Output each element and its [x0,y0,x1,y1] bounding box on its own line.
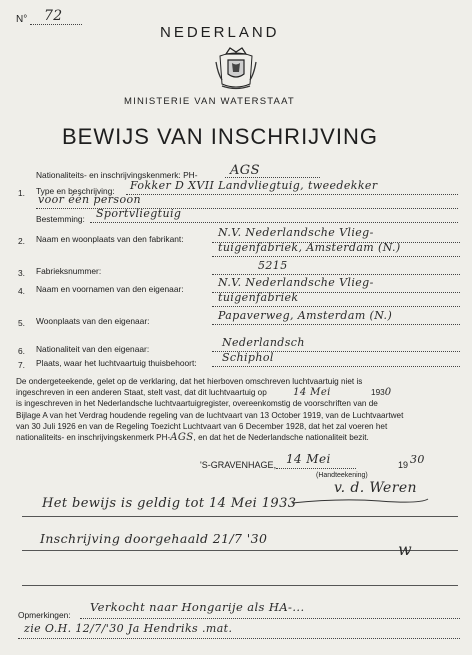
field-line [212,274,460,275]
field-value-eigenaar-1: N.V. Nederlandsche Vlieg- [218,276,374,289]
field-num-6: 6. [18,346,25,356]
signing-year-suffix: 30 [410,453,425,466]
cancellation-note: Inschrijving doorgehaald 21/7 '30 [40,531,268,546]
field-num-7: 7. [18,360,25,370]
signing-date-line [276,468,356,469]
number-line [30,24,82,25]
declaration-line-2 [16,387,456,398]
field-label-woonplaats: Woonplaats van den eigenaar: [36,316,150,326]
field-value-fabrieksnummer: 5215 [258,259,288,272]
declaration-date-day: 14 Mei [293,387,331,399]
annotation-line-2 [22,550,458,551]
ministry-heading: MINISTERIE VAN WATERSTAAT [124,96,295,107]
number-value: 72 [44,8,63,24]
signing-place: 'S-GRAVENHAGE, [200,460,277,470]
field-num-3: 3. [18,268,25,278]
coat-of-arms-icon [212,44,260,92]
field-value-bestemming: Sportvliegtuig [96,207,182,220]
declaration-line-6a: nationaliteits- en inschrijvingskenmerk PH- [16,433,171,443]
declaration-year-digit: 0 [384,387,392,399]
field-value-fabrikant-2: tuigenfabriek, Amsterdam (N.) [218,241,401,254]
signature: v. d. Weren [334,480,417,496]
field-line [212,306,460,307]
field-line [212,366,460,367]
remarks-underline-1 [80,618,460,619]
field-num-5: 5. [18,318,25,328]
registration-mark-value: AGS [230,163,260,178]
remarks-underline-2 [18,638,460,639]
field-value-fabrikant-1: N.V. Nederlandsche Vlieg- [218,226,374,239]
field-value-woonplaats: Papaverweg, Amsterdam (N.) [218,309,393,322]
remarks-line-1: Verkocht naar Hongarije als HA-... [90,600,305,614]
declaration-year-prefix: 193 [371,388,385,398]
field-num-1: 1. [18,188,25,198]
document-title: BEWIJS VAN INSCHRIJVING [62,124,378,149]
field-value-nationaliteit: Nederlandsch [222,336,305,349]
field-label-type: Type en beschrijving: [36,186,115,196]
field-line [126,194,458,195]
declaration-mark: AGS [170,432,194,444]
field-value-eigenaar-2: tuigenfabriek [218,291,299,304]
validity-note: Het bewijs is geldig tot 14 Mei 1933 [42,496,297,511]
number-label: N° [16,14,28,25]
initials: w [398,540,413,559]
signing-date: 14 Mei [286,452,331,466]
field-value-type-2: voor één persoon [38,193,141,206]
field-value-type-1: Fokker D XVII Landvliegtuig, tweedekker [130,179,378,192]
field-label-nationaliteit: Nationaliteit van den eigenaar: [36,344,150,354]
remarks-label: Opmerkingen: [18,610,71,620]
field-line [90,222,458,223]
country-heading: NEDERLAND [160,24,280,41]
field-num-4: 4. [18,286,25,296]
declaration-text [16,376,456,443]
signature-flourish-icon [290,496,430,506]
annotation-line-1 [22,516,458,517]
field-label-fabrieksnummer: Fabrieksnummer: [36,266,102,276]
field-num-2: 2. [18,236,25,246]
declaration-line-2a: ingeschreven in een anderen Staat, stelt vast, dat dit luchtvaartuig op [16,388,267,398]
field-label-fabrikant: Naam en woonplaats van den fabrikant: [36,234,184,244]
field-line [212,324,460,325]
field-line [212,256,460,257]
declaration-line-5: van 30 Juli 1926 en van de Regeling Toezicht Luchtvaart van 6 December 1928, dat het zal voeren het [16,421,388,431]
declaration-line-1: De ondergeteekende, gelet op de verklaring, dat het hierboven omschreven luchtvaartuig niet is [16,377,363,386]
field-label-bestemming: Bestemming: [36,214,85,224]
declaration-line-6 [16,432,456,443]
declaration-line-4: Bijlage A van het Verdrag houdende regeling van de luchtvaart van 13 October 1919, van de Luchtvaartwet [16,410,404,420]
signing-year-prefix: 19 [398,460,409,470]
declaration-line-3: is ingeschreven in het Nederlandsche luchtvaartuigregister, overeenkomstig de voorschriften van de [16,399,378,409]
field-label-thuisbehoort: Plaats, waar het luchtvaartuig thuisbehoort: [36,358,197,368]
handteekening-label: (Handteekening) [316,472,368,479]
remarks-line-2: zie O.H. 12/7/'30 Ja Hendriks .mat. [24,622,233,635]
declaration-line-6b: , en dat het de Nederlandsche nationaliteit bezit. [193,433,369,443]
registration-mark-line [225,177,320,178]
registration-mark-label: Nationaliteits- en inschrijvingskenmerk: PH- [36,170,198,180]
annotation-line-3 [22,585,458,586]
field-label-eigenaar: Naam en voornamen van den eigenaar: [36,284,184,294]
field-value-thuisbehoort: Schiphol [222,351,274,364]
